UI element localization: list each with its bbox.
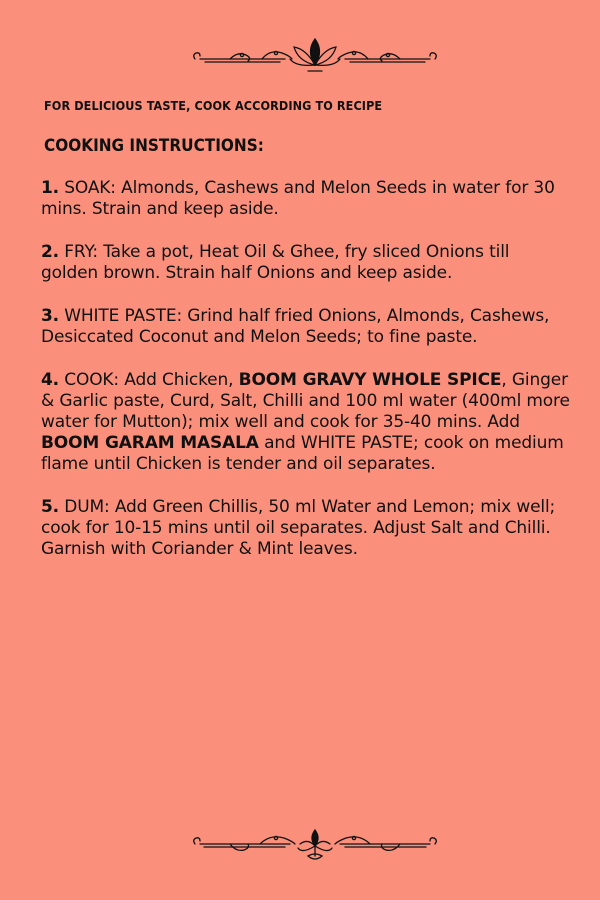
step-number: 5. (41, 497, 59, 517)
instruction-step (41, 178, 571, 220)
step-text: COOK: Add Chicken, (59, 370, 239, 390)
step-number: 1. (41, 178, 59, 198)
step-text: WHITE PASTE: Grind half fried Onions, Almonds, Cashews, Desiccated Coconut and Melon Seeds; to fine paste. (41, 306, 550, 347)
instruction-step (41, 242, 571, 284)
step-text: and WHITE PASTE; cook on medium flame until Chicken is tender and oil separates. (41, 433, 564, 474)
page-title: COOKING INSTRUCTIONS: (44, 136, 264, 156)
instruction-list (41, 178, 571, 582)
product-name: BOOM GARAM MASALA (41, 433, 259, 453)
step-text: FRY: Take a pot, Heat Oil & Ghee, fry sliced Onions till golden brown. Strain half Onions and keep aside. (41, 242, 510, 283)
step-number: 4. (41, 370, 59, 390)
instruction-step (41, 497, 571, 560)
lotus-ornament-icon (190, 35, 440, 75)
step-text: , Ginger & Garlic paste, Curd, Salt, Chilli and 100 ml water (400ml more water for Mutton); mix well and cook for 35-40 mins. Add (41, 370, 570, 432)
instruction-step (41, 370, 571, 475)
step-text: DUM: Add Green Chillis, 50 ml Water and Lemon; mix well; cook for 10-15 mins until oil separates. Adjust Salt and Chilli. Garnish with Coriander & Mint leaves. (41, 497, 556, 559)
tagline: FOR DELICIOUS TASTE, COOK ACCORDING TO RECIPE (44, 98, 383, 113)
step-number: 3. (41, 306, 59, 326)
flourish-ornament-icon (190, 826, 440, 866)
step-text: SOAK: Almonds, Cashews and Melon Seeds in water for 30 mins. Strain and keep aside. (41, 178, 555, 219)
product-name: BOOM GRAVY WHOLE SPICE (238, 370, 502, 390)
step-number: 2. (41, 242, 59, 262)
instruction-step (41, 306, 571, 348)
